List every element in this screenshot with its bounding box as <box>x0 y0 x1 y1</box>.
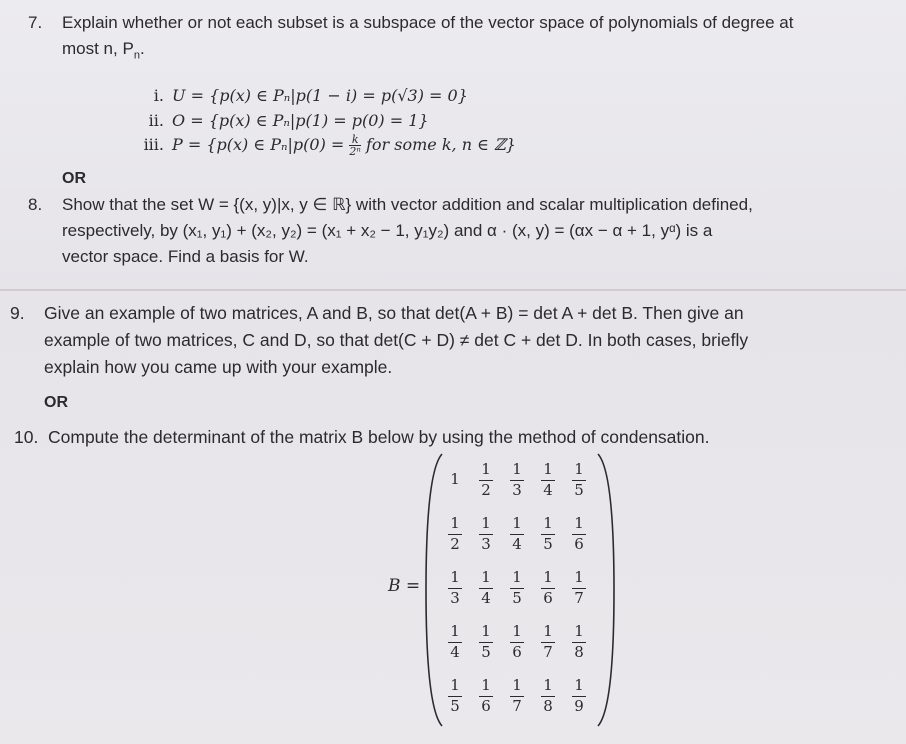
denominator: 5 <box>574 481 584 499</box>
matrix-entry <box>442 622 468 661</box>
question-10 <box>14 424 894 454</box>
subset-expression-end: for some k, n ∈ ℤ} <box>365 135 516 154</box>
denominator: 6 <box>543 589 553 607</box>
denominator: 5 <box>543 535 553 553</box>
subset-expression: P = {p(x) ∈ Pₙ|p(0) = <box>172 135 345 154</box>
numerator: 1 <box>481 514 491 532</box>
question-text-line: Compute the determinant of the matrix B below by using the method of condensation. <box>48 427 710 447</box>
or-separator: OR <box>62 170 86 187</box>
matrix-entry <box>504 676 530 715</box>
denominator: 7 <box>512 697 522 715</box>
matrix-entry <box>566 460 592 499</box>
numerator: 1 <box>543 676 553 694</box>
item-number: iii. <box>143 135 164 154</box>
matrix-entry <box>504 460 530 499</box>
matrix-entry <box>473 676 499 715</box>
numerator: 1 <box>512 676 522 694</box>
matrix-entry <box>566 622 592 661</box>
denominator: 6 <box>481 697 491 715</box>
question-text-line: example of two matrices, C and D, so that det(C + D) ≠ det C + det D. In both cases, briefly <box>44 330 749 350</box>
subset-expression: O = {p(x) ∈ Pₙ|p(1) = p(0) = 1} <box>172 111 429 130</box>
subset-item-iii <box>130 134 516 157</box>
question-text-line: Explain whether or not each subset is a subspace of the vector space of polynomials of degree at <box>62 13 794 32</box>
question-number: 8. <box>28 195 43 214</box>
denominator: 2 <box>450 535 460 553</box>
denominator: 4 <box>481 589 491 607</box>
question-number: 9. <box>10 303 25 323</box>
matrix-entry <box>442 514 468 553</box>
denominator: 8 <box>543 697 553 715</box>
question-text-line: most n, $P_n$. <box>62 39 145 62</box>
numerator: 1 <box>543 514 553 532</box>
numerator: 1 <box>512 568 522 586</box>
denominator: 9 <box>574 697 584 715</box>
question-text-line: vector space. Find a basis for W. <box>62 247 309 266</box>
numerator: 1 <box>574 460 584 478</box>
right-paren-icon <box>594 452 616 728</box>
denominator: 6 <box>574 535 584 553</box>
numerator: 1 <box>450 514 460 532</box>
matrix-entry <box>535 514 561 553</box>
matrix-entry <box>473 460 499 499</box>
subset-item-i <box>130 86 468 105</box>
question-7 <box>28 10 898 90</box>
matrix-entry <box>473 622 499 661</box>
matrix-entry <box>535 676 561 715</box>
question-text-line: explain how you came up with your example. <box>44 357 393 377</box>
numerator: 1 <box>543 460 553 478</box>
denominator: 4 <box>543 481 553 499</box>
question-8 <box>28 192 898 282</box>
numerator: 1 <box>512 622 522 640</box>
denominator: 4 <box>450 643 460 661</box>
matrix-entry <box>442 568 468 607</box>
question-number: 7. <box>28 13 43 32</box>
denominator: 3 <box>450 589 460 607</box>
matrix-entry <box>535 460 561 499</box>
denominator: 4 <box>512 535 522 553</box>
matrix-b <box>388 452 618 732</box>
matrix-entry <box>566 514 592 553</box>
denominator: 7 <box>574 589 584 607</box>
denominator: 5 <box>512 589 522 607</box>
subset-expression: U = {p(x) ∈ Pₙ|p(1 − i) = p(√3) = 0} <box>172 86 468 105</box>
numerator: 1 <box>481 676 491 694</box>
denominator: 8 <box>574 643 584 661</box>
numerator: 1 <box>574 622 584 640</box>
matrix-entry <box>504 514 530 553</box>
question-number: 10. <box>14 427 39 447</box>
numerator: 1 <box>574 568 584 586</box>
question-9 <box>10 300 900 400</box>
numerator: 1 <box>481 568 491 586</box>
numerator: 1 <box>543 622 553 640</box>
denominator: 5 <box>481 643 491 661</box>
item-number: ii. <box>148 111 164 130</box>
matrix-entry <box>504 622 530 661</box>
denominator: 7 <box>543 643 553 661</box>
item-number: i. <box>153 86 164 105</box>
fraction-k-over-2n: $\frac{k}{\text{2ⁿ}}$ <box>349 133 361 158</box>
matrix-entry <box>473 514 499 553</box>
numerator: 1 <box>512 514 522 532</box>
denominator: 5 <box>450 697 460 715</box>
numerator: 1 <box>574 676 584 694</box>
numerator: 1 <box>450 568 460 586</box>
numerator: 1 <box>450 622 460 640</box>
question-text-line: Give an example of two matrices, A and B, so that det(A + B) = det A + det B. Then give an <box>44 303 744 323</box>
matrix-entry <box>566 676 592 715</box>
denominator: 3 <box>512 481 522 499</box>
matrix-label: B = <box>388 576 421 596</box>
question-text-line: respectively, by (x₁, y₁) + (x₂, y₂) = (x₁ + x₂ − 1, y₁y₂) and α · (x, y) = (αx − α + 1, yᵅ) is a <box>62 221 713 240</box>
numerator: 1 <box>574 514 584 532</box>
matrix-entry <box>566 568 592 607</box>
numerator: 1 <box>450 676 460 694</box>
question-text-line: Show that the set W = {(x, y)|x, y ∈ ℝ} with vector addition and scalar multiplication defined, <box>62 195 753 214</box>
numerator: 1 <box>481 460 491 478</box>
matrix-entry: 1 <box>450 470 460 488</box>
matrix-entry <box>535 568 561 607</box>
matrix-entry <box>442 676 468 715</box>
matrix-entry <box>473 568 499 607</box>
numerator: 1 <box>512 460 522 478</box>
subset-item-ii <box>130 111 429 130</box>
matrix-entry <box>535 622 561 661</box>
denominator: 6 <box>512 643 522 661</box>
numerator: 1 <box>543 568 553 586</box>
denominator: 3 <box>481 535 491 553</box>
numerator: 1 <box>481 622 491 640</box>
matrix-entry <box>504 568 530 607</box>
denominator: 2 <box>481 481 491 499</box>
or-separator: OR <box>44 394 68 411</box>
paper-fold-line <box>0 289 906 291</box>
